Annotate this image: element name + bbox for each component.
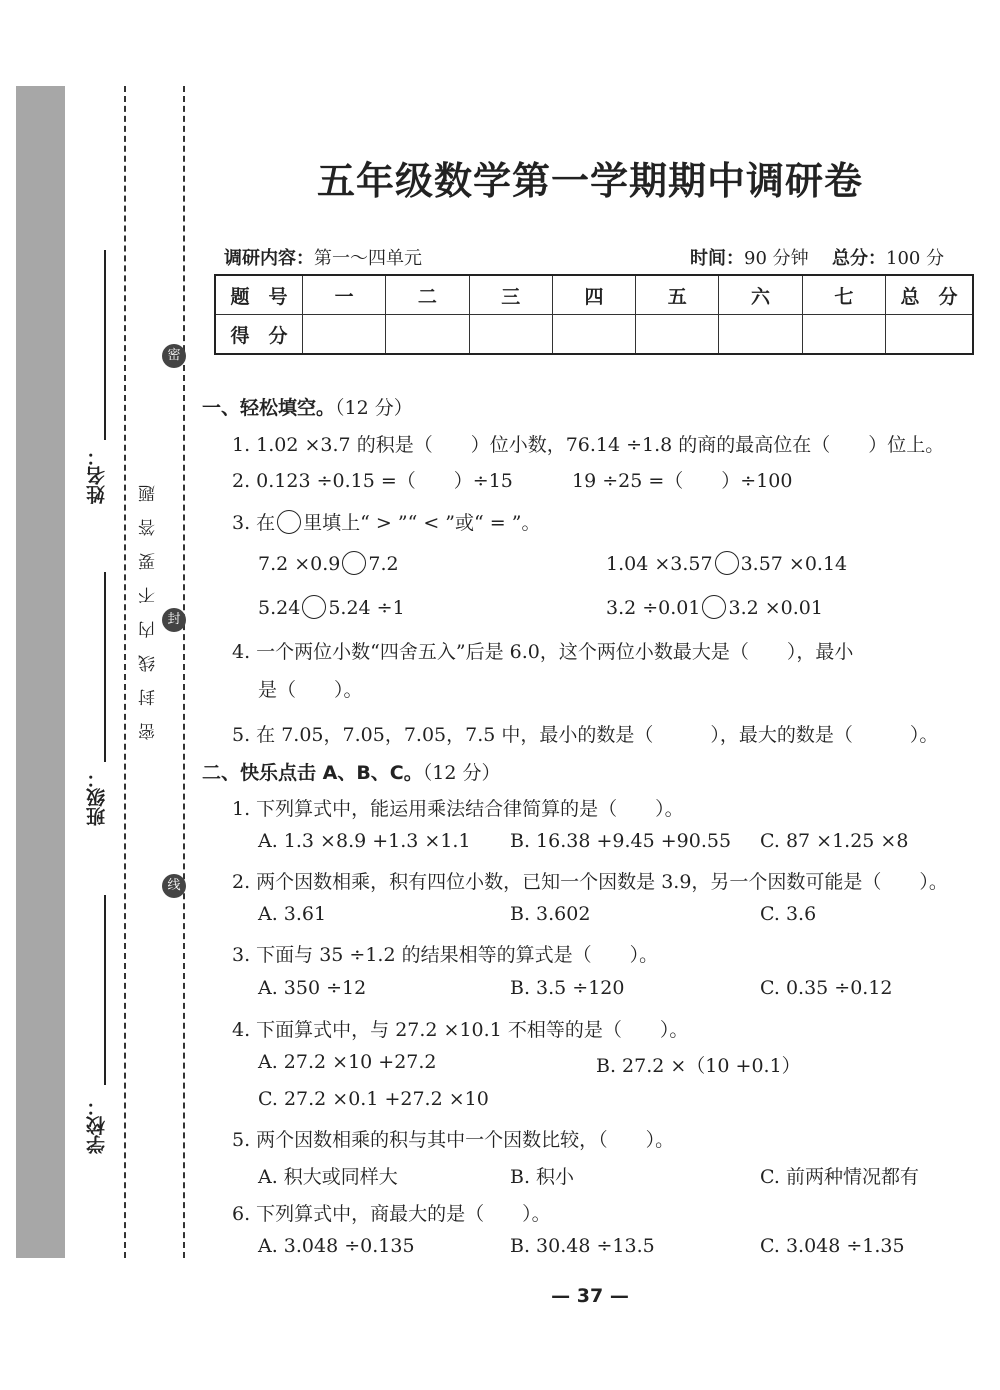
- s2-q5-stem: 5. 两个因数相乘的积与其中一个因数比较，（ ）。: [232, 1129, 675, 1151]
- score-header-cell: 题 号: [215, 275, 303, 315]
- s2-q6-opt-c[interactable]: C. 3.048 ÷1.35: [760, 1235, 905, 1257]
- s2-q1-opt-a[interactable]: A. 1.3 ×8.9 +1.3 ×1.1: [258, 830, 471, 852]
- section2-title: 二、快乐点击 A、B、C。（12 分）: [202, 762, 501, 784]
- score-cell[interactable]: [469, 315, 552, 355]
- seal-feng: 封: [162, 608, 186, 632]
- score-cell[interactable]: [386, 315, 469, 355]
- no-answer-note: 密封线内不要答题: [139, 468, 159, 740]
- time-info: 时间：90 分钟: [690, 248, 809, 269]
- s2-q2-opt-b[interactable]: B. 3.602: [510, 903, 591, 925]
- page-title: 五年级数学第一学期期中调研卷: [316, 158, 863, 203]
- score-header-cell: 二: [386, 275, 469, 315]
- s2-q4-opt-a[interactable]: A. 27.2 ×10 +27.2: [258, 1051, 437, 1073]
- s2-q1-stem: 1. 下列算式中，能运用乘法结合律简算的是（ ）。: [232, 798, 684, 820]
- s2-q1-opt-b[interactable]: B. 16.38 +9.45 +90.55: [510, 830, 732, 852]
- score-row: [215, 315, 973, 355]
- s2-q2-opt-c[interactable]: C. 3.6: [760, 903, 817, 925]
- score-header-cell: 总 分: [886, 275, 974, 315]
- school-label: 学校：: [86, 1097, 108, 1154]
- s1-q3-item: 1.04 ×3.57 3.57 ×0.14: [606, 553, 848, 575]
- total-info: 总分：100 分: [832, 248, 945, 269]
- score-header-cell: 一: [303, 275, 386, 315]
- s2-q4-stem: 4. 下面算式中，与 27.2 ×10.1 不相等的是（ ）。: [232, 1019, 689, 1041]
- score-header-cell: 七: [802, 275, 885, 315]
- compare-circle-icon: [277, 510, 301, 534]
- s1-q1: 1. 1.02 ×3.7 的积是（ ）位小数，76.14 ÷1.8 的商的最高位在（ ）位上。: [232, 434, 945, 456]
- s2-q5-opt-c[interactable]: C. 前两种情况都有: [760, 1166, 919, 1188]
- s2-q4-opt-c[interactable]: C. 27.2 ×0.1 +27.2 ×10: [258, 1088, 489, 1110]
- s2-q2-opt-a[interactable]: A. 3.61: [258, 903, 327, 925]
- score-cell[interactable]: [303, 315, 386, 355]
- score-header-row: [215, 275, 973, 315]
- s1-q2b: 19 ÷25 =（ ）÷100: [572, 470, 793, 492]
- s1-q2a: 2. 0.123 ÷0.15 =（ ）÷15: [232, 470, 513, 492]
- score-cell[interactable]: [719, 315, 802, 355]
- score-cell[interactable]: [886, 315, 974, 355]
- content-info: 调研内容：第一～四单元: [224, 248, 422, 269]
- binding-strip: [16, 86, 65, 1258]
- s2-q6-stem: 6. 下列算式中，商最大的是（ ）。: [232, 1203, 551, 1225]
- seal-xian: 线: [162, 874, 186, 898]
- s1-q4a: 4. 一个两位小数“四舍五入”后是 6.0，这个两位小数最大是（ ），最小: [232, 641, 854, 663]
- s2-q5-opt-b[interactable]: B. 积小: [510, 1166, 575, 1188]
- s2-q3-opt-a[interactable]: A. 350 ÷12: [258, 977, 367, 999]
- score-cell[interactable]: [802, 315, 885, 355]
- section1-title: 一、轻松填空。（12 分）: [202, 397, 413, 419]
- compare-circle-icon[interactable]: [702, 595, 726, 619]
- s2-q6-opt-a[interactable]: A. 3.048 ÷0.135: [258, 1235, 415, 1257]
- s1-q5: 5. 在 7.05，7.05，7.05，7.5 中，最小的数是（ ），最大的数是（ ）。: [232, 724, 939, 746]
- school-line[interactable]: [104, 895, 106, 1085]
- s2-q3-opt-b[interactable]: B. 3.5 ÷120: [510, 977, 625, 999]
- compare-circle-icon[interactable]: [302, 595, 326, 619]
- compare-circle-icon[interactable]: [342, 551, 366, 575]
- compare-circle-icon[interactable]: [715, 551, 739, 575]
- class-line[interactable]: [104, 572, 106, 762]
- class-label: 班级：: [86, 769, 108, 826]
- score-header-cell: 五: [636, 275, 719, 315]
- score-table: [214, 274, 974, 355]
- score-header-cell: 六: [719, 275, 802, 315]
- s2-q4-opt-b[interactable]: B. 27.2 ×（10 +0.1）: [596, 1055, 801, 1077]
- s1-q3-item: 7.2 ×0.9 7.2: [258, 553, 399, 575]
- s2-q2-stem: 2. 两个因数相乘，积有四位小数，已知一个因数是 3.9，另一个因数可能是（ ）。: [232, 871, 948, 893]
- s2-q3-stem: 3. 下面与 35 ÷1.2 的结果相等的算式是（ ）。: [232, 944, 659, 966]
- score-cell[interactable]: [636, 315, 719, 355]
- score-header-cell: 三: [469, 275, 552, 315]
- s2-q3-opt-c[interactable]: C. 0.35 ÷0.12: [760, 977, 893, 999]
- s1-q4b: 是（ ）。: [258, 679, 363, 701]
- s1-q3-item: 5.24 5.24 ÷1: [258, 597, 405, 619]
- s2-q6-opt-b[interactable]: B. 30.48 ÷13.5: [510, 1235, 655, 1257]
- score-row-label: 得 分: [215, 315, 303, 355]
- score-cell[interactable]: [552, 315, 635, 355]
- s2-q1-opt-c[interactable]: C. 87 ×1.25 ×8: [760, 830, 909, 852]
- name-line[interactable]: [104, 250, 106, 440]
- s1-q3: 3. 在 里填上“ > ”“ < ”或“ = ”。: [232, 512, 541, 534]
- s2-q5-opt-a[interactable]: A. 积大或同样大: [258, 1166, 398, 1188]
- cut-line-inner: [183, 86, 185, 1258]
- s1-q3-item: 3.2 ÷0.01 3.2 ×0.01: [606, 597, 823, 619]
- seal-mi: 密: [162, 344, 186, 368]
- cut-line-outer: [124, 86, 126, 1258]
- page-number: — 37 —: [551, 1285, 629, 1307]
- score-header-cell: 四: [552, 275, 635, 315]
- name-label: 姓名：: [86, 447, 108, 504]
